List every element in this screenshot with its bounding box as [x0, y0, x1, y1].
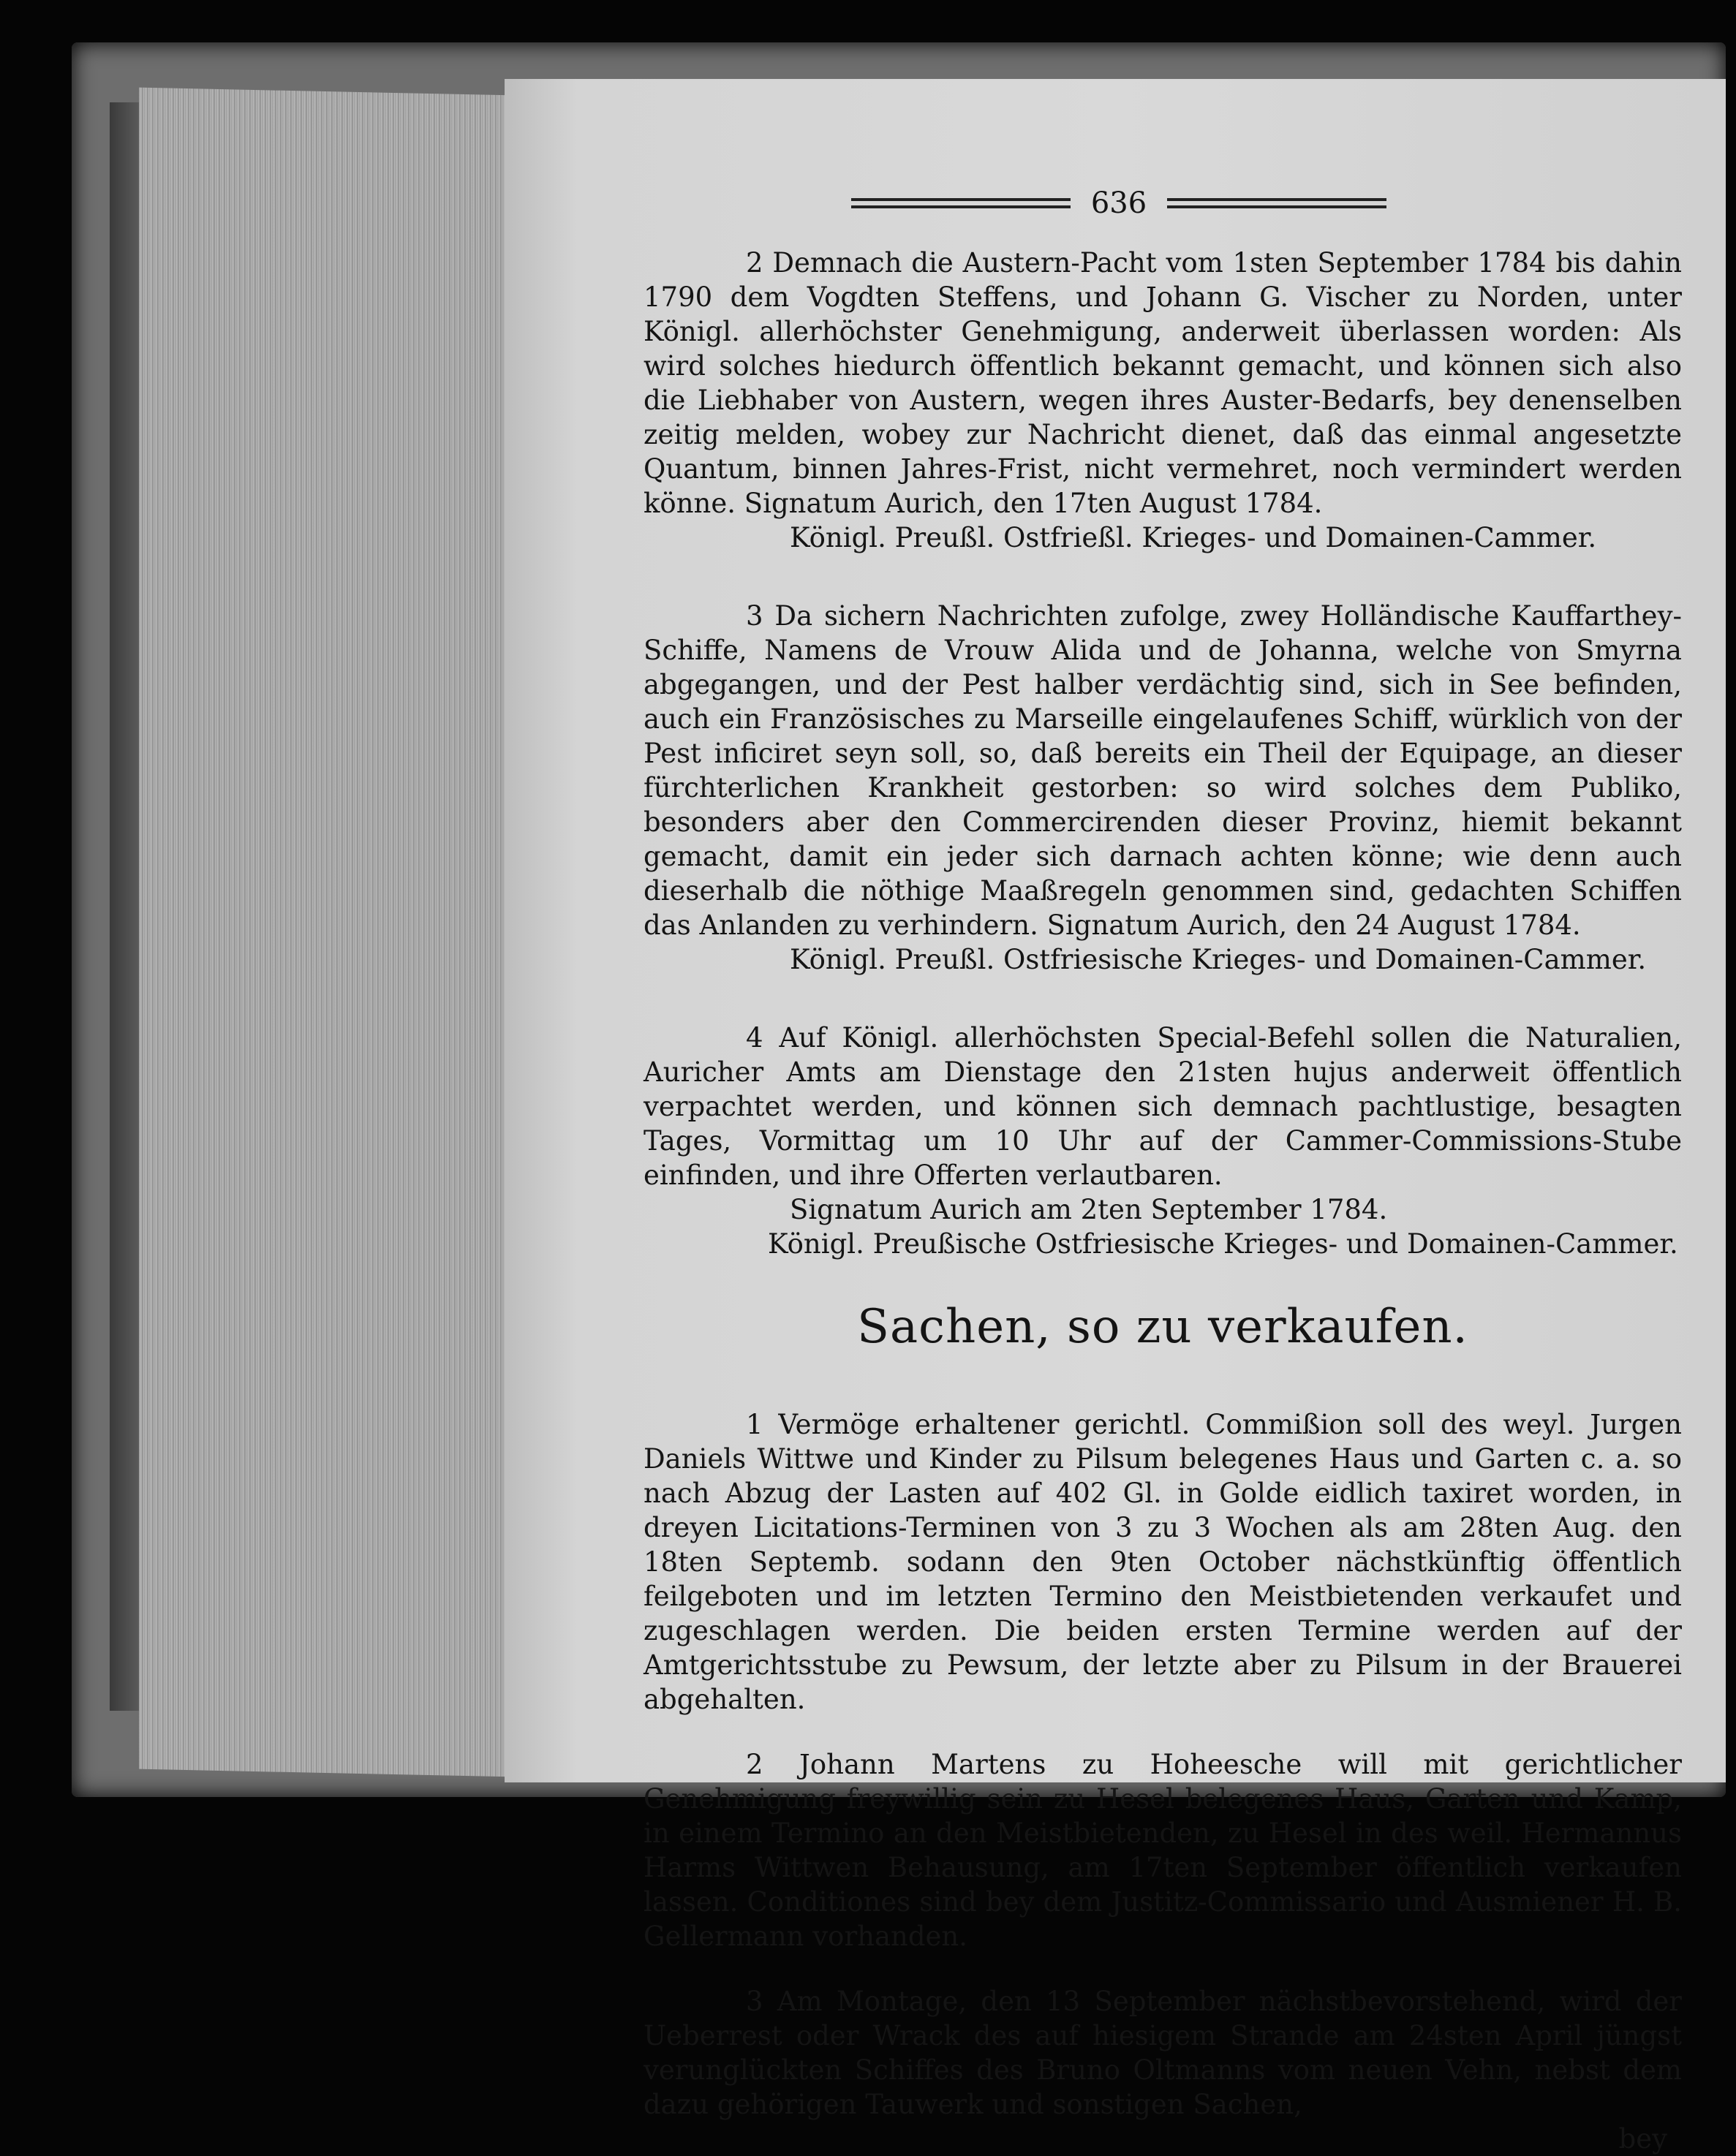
- notice-4-signatum: Signatum Aurich am 2ten September 1784.: [790, 1194, 1388, 1225]
- sale-notice-1: 1 Vermöge erhaltener gerichtl. Commißion soll des weyl. Jurgen Daniels Wittwe und Kinder zu Pilsum belegenes Haus und Garten c. a. so nach Abzug der Lasten auf 402 Gl. in Golde eidlich taxiret worden, in dreyen Licitations-Terminen von 3 zu 3 Wochen als am 28ten Aug. den 18ten Septemb. sodann den 9ten October nächstkünftig öffentlich feilgeboten und im letzten Termino den Meistbietenden verkaufet und zugeschlagen werden. Die beiden ersten Termine werden auf der Amtgerichtsstube zu Pewsum, der letzte aber zu Pilsum in der Brauerei abgehalten.: [644, 1409, 1682, 1715]
- notice-4: 4 Auf Königl. allerhöchsten Special-Befehl sollen die Naturalien, Auricher Amts am Dienstage den 21sten hujus anderweit öffentlich verpachtet werden, und können sich demnach pachtlustige, besagten Tages, Vormittag um 10 Uhr auf der Cammer-Commissions-Stube einfinden, und ihre Offerten verlautbaren.: [644, 1022, 1682, 1191]
- header-rule-right: [1167, 198, 1386, 208]
- notice-3-signoff: Königl. Preußl. Ostfriesische Krieges- und Domainen-Cammer.: [790, 944, 1647, 975]
- sale-notice-2: 2 Johann Martens zu Hoheesche will mit gerichtlicher Genehmigung freywillig sein zu Hesel belegenes Haus, Garten und Kamp, in einem Termino an den Meistbietenden, zu Hesel in des weil. Hermannus Harms Wittwen Behausung, am 17ten September öffentlich verkaufen lassen. Conditiones sind bey dem Justitz-Commissario und Ausmiener H. B. Gellermann vorhanden.: [644, 1749, 1682, 1952]
- notice-2: 2 Demnach die Austern-Pacht vom 1sten September 1784 bis dahin 1790 dem Vogdten Steffens, und Johann G. Vischer zu Norden, unter Königl. allerhöchster Genehmigung, anderweit überlassen worden: Als wird solches hiedurch öffentlich bekannt gemacht, und können sich also die Liebhaber von Austern, wegen ihres Auster-Bedarfs, bey denenselben zeitig melden, wobey zur Nachricht dienet, daß das einmal angesetzte Quantum, binnen Jahres-Frist, nicht vermehret, noch vermindert werden könne. Signatum Aurich, den 17ten August 1784.: [644, 247, 1682, 519]
- header-rule-left: [851, 198, 1071, 208]
- notice-3: 3 Da sichern Nachrichten zufolge, zwey Holländische Kauffarthey-Schiffe, Namens de Vrouw Alida und de Johanna, welche von Smyrna abgegangen, und der Pest halber verdächtig sind, sich in See befinden, auch ein Französisches zu Marseille eingelaufenes Schiff, würklich von der Pest inficiret seyn soll, so, daß bereits ein Theil der Equipage, an dieser fürchterlichen Krankheit gestorben: so wird solches dem Publiko, besonders aber den Commercirenden dieser Provinz, hiemit bekannt gemacht, damit ein jeder sich darnach achten könne; wie denn auch dieserhalb die nöthige Maaßregeln genommen sind, gedachten Schiffen das Anlanden zu verhindern. Signatum Aurich, den 24 August 1784.: [644, 600, 1682, 941]
- page-header: [556, 181, 1682, 225]
- catchword: bey: [1618, 2123, 1667, 2155]
- sale-notice-3: 3 Am Montage, den 13 September nächstbevorstehend, wird der Ueberrest oder Wrack des auf hiesigem Strande am 24sten April jüngst verunglückten Schiffes des Bruno Oltmanns vom neuen Vehn, nebst dem dazu gehörigen Tauwerk und sonstigen Sachen,: [644, 1986, 1682, 2120]
- section-heading: Sachen, so zu verkaufen.: [857, 1300, 1468, 1354]
- notice-4-signoff: Königl. Preußische Ostfriesische Krieges- und Domainen-Cammer.: [768, 1228, 1678, 1260]
- book-page: [505, 79, 1726, 2155]
- page-number: 636: [1090, 186, 1147, 220]
- notice-2-signoff: Königl. Preußl. Ostfrießl. Krieges- und Domainen-Cammer.: [790, 522, 1597, 553]
- page-block-edges: [139, 88, 510, 1777]
- page-text: [644, 181, 1682, 2156]
